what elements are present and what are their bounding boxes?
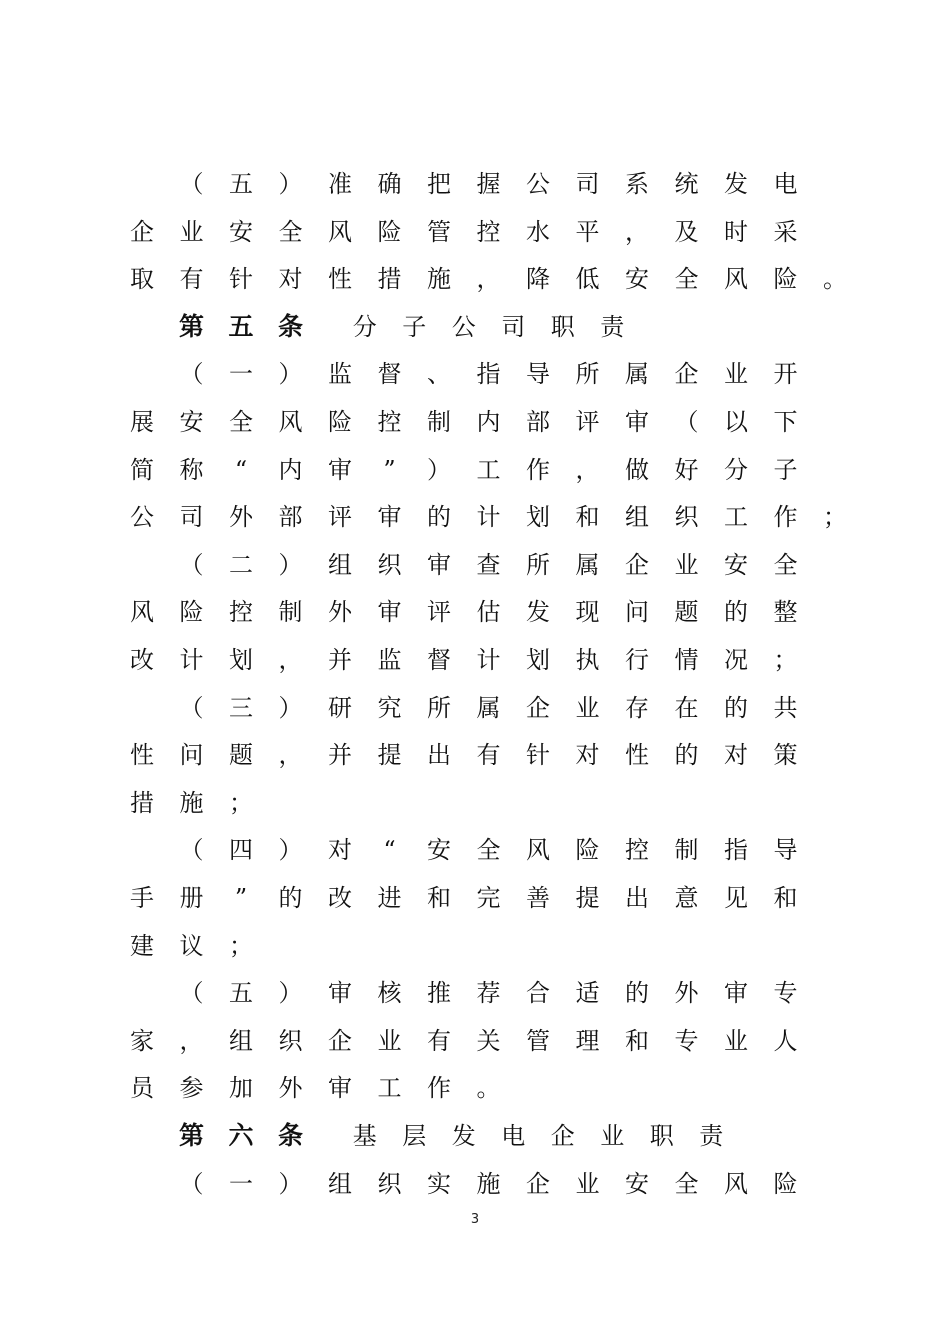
- text-line: 展 安 全 风 险 控 制 内 部 评 审 （ 以 下: [130, 408, 798, 436]
- text-line: 手 册 ” 的 改 进 和 完 善 提 出 意 见 和: [130, 884, 798, 912]
- text-line: 企 业 安 全 风 险 管 控 水 平 ， 及 时 采: [130, 217, 798, 246]
- text-line: 员 参 加 外 审 工 作 。: [130, 1074, 501, 1103]
- text-line: 简 称 “ 内 审 ” ） 工 作 ， 做 好 分 子: [130, 455, 798, 484]
- text-line: 建 议 ；: [130, 931, 253, 960]
- text-line: 公 司 外 部 评 审 的 计 划 和 组 织 工 作 ；: [130, 503, 847, 532]
- text-line: 取 有 针 对 性 措 施 ， 降 低 安 全 风 险 。: [130, 265, 847, 294]
- text-line: （ 一 ） 组 织 实 施 企 业 安 全 风 险: [179, 1169, 798, 1198]
- text-line: （ 五 ） 准 确 把 握 公 司 系 统 发 电: [179, 170, 798, 198]
- text-line: （ 一 ） 监 督 、 指 导 所 属 企 业 开: [179, 360, 798, 389]
- text-line: （ 三 ） 研 究 所 属 企 业 存 在 的 共: [179, 693, 798, 722]
- text-line: 改 计 划 ， 并 监 督 计 划 执 行 情 况 ；: [130, 646, 798, 674]
- text-line: 措 施 ；: [130, 788, 253, 817]
- text-line: （ 五 ） 审 核 推 荐 合 适 的 外 审 专: [179, 979, 798, 1008]
- text-line: 第 六 条 基 层 发 电 企 业 职 责: [178, 1121, 724, 1150]
- text-line: 第 五 条 分 子 公 司 职 责: [178, 311, 625, 341]
- text-line: （ 四 ） 对 “ 安 全 风 险 控 制 指 导: [179, 836, 798, 865]
- text-line: 家 ， 组 织 企 业 有 关 管 理 和 专 业 人: [130, 1026, 798, 1055]
- text-line: 性 问 题 ， 并 提 出 有 针 对 性 的 对 策: [130, 741, 798, 770]
- text-line: 风 险 控 制 外 审 评 估 发 现 问 题 的 整: [130, 598, 798, 627]
- page-number: 3: [470, 1212, 480, 1227]
- text-line: （ 二 ） 组 织 审 查 所 属 企 业 安 全: [179, 550, 798, 579]
